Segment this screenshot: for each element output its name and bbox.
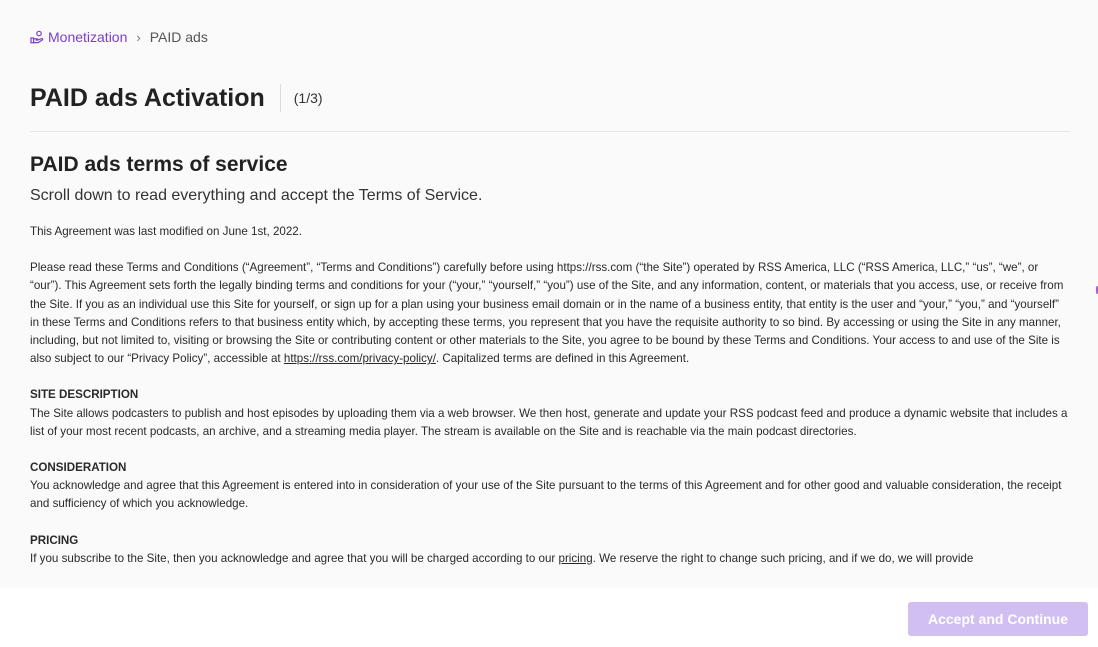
breadcrumb-current: PAID ads: [149, 29, 208, 45]
section-subtitle: Scroll down to read everything and accept the Terms of Service.: [30, 187, 483, 204]
pricing-link[interactable]: pricing: [558, 551, 593, 565]
terms-intro-text-end: . Capitalized terms are defined in this Agreement.: [435, 352, 690, 366]
hand-coins-icon: [30, 30, 44, 44]
breadcrumb: [30, 29, 208, 45]
site-description-heading: SITE DESCRIPTION: [30, 388, 139, 402]
footer-bar: [0, 588, 1098, 647]
title-divider: [280, 84, 281, 112]
site-description-text: The Site allows podcasters to publish and host episodes by uploading them via a web browser. We then host, generate and update your RSS podcast feed and produce a dynamic website that includes a list of your most recent podcasts, an archive, and a streaming media player. The stream is available on the Site and is reachable via the main podcast directories.: [30, 406, 1068, 438]
accept-and-continue-button[interactable]: Accept and Continue: [908, 602, 1088, 636]
site-description-section: [30, 386, 1070, 441]
pricing-heading: PRICING: [30, 533, 79, 547]
pricing-text-end: . We reserve the right to change such pricing, and if we do, we will provide: [592, 551, 974, 565]
terms-modified: This Agreement was last modified on June 1st, 2022.: [30, 225, 302, 238]
step-indicator: (1/3): [293, 90, 323, 106]
privacy-policy-link[interactable]: https://rss.com/privacy-policy/: [283, 352, 436, 366]
pricing-section: [30, 532, 1070, 568]
main-content: [30, 0, 1070, 588]
breadcrumb-link-monetization[interactable]: Monetization: [48, 29, 128, 45]
terms-intro-text: Please read these Terms and Conditions (“Agreement”, “Terms and Conditions”) carefully before using https://rss.com (“the Site”) operated by RSS America, LLC (“RSS America, LLC,” “us”, “we”, or “our”). This Agreement sets forth the legally binding terms and conditions for your (“your,” “yourself,” “you”) use of the Site, and any information, content, or materials that you access, use, or receive from the Site. If you as an individual use this Site for yourself, or sign up for a plan using your business email domain or in the name of a business entity, that entity is the user and “your,” “you,” and “yourself” in these Terms and Conditions refers to that business entity which, by accepting these terms, you represent that you have the requisite authority to so bind. By accessing or using the Site in any manner, including, but not limited to, visiting or browsing the Site or contributing content or other materials to the Site, you agree to be bound by these Terms and Conditions. Your access to and use of the Site is also subject to our “Privacy Policy”, accessible at: [30, 261, 1064, 366]
consideration-text: You acknowledge and agree that this Agreement is entered into in consideration of your use of the Site pursuant to the terms of this Agreement and for other good and valuable consideration, the receipt and sufficiency of which you acknowledge.: [30, 479, 1062, 511]
consideration-section: [30, 459, 1070, 514]
header-divider: [30, 131, 1070, 132]
page-title: PAID ads Activation: [30, 83, 265, 112]
section-title: PAID ads terms of service: [30, 153, 288, 176]
title-row: [30, 82, 323, 114]
chevron-right-icon: ›: [136, 29, 141, 45]
pricing-text: If you subscribe to the Site, then you acknowledge and agree that you will be charged according to our: [30, 551, 559, 565]
terms-intro: [30, 259, 1070, 368]
consideration-heading: CONSIDERATION: [30, 461, 127, 475]
terms-scroll-area[interactable]: [30, 223, 1070, 586]
